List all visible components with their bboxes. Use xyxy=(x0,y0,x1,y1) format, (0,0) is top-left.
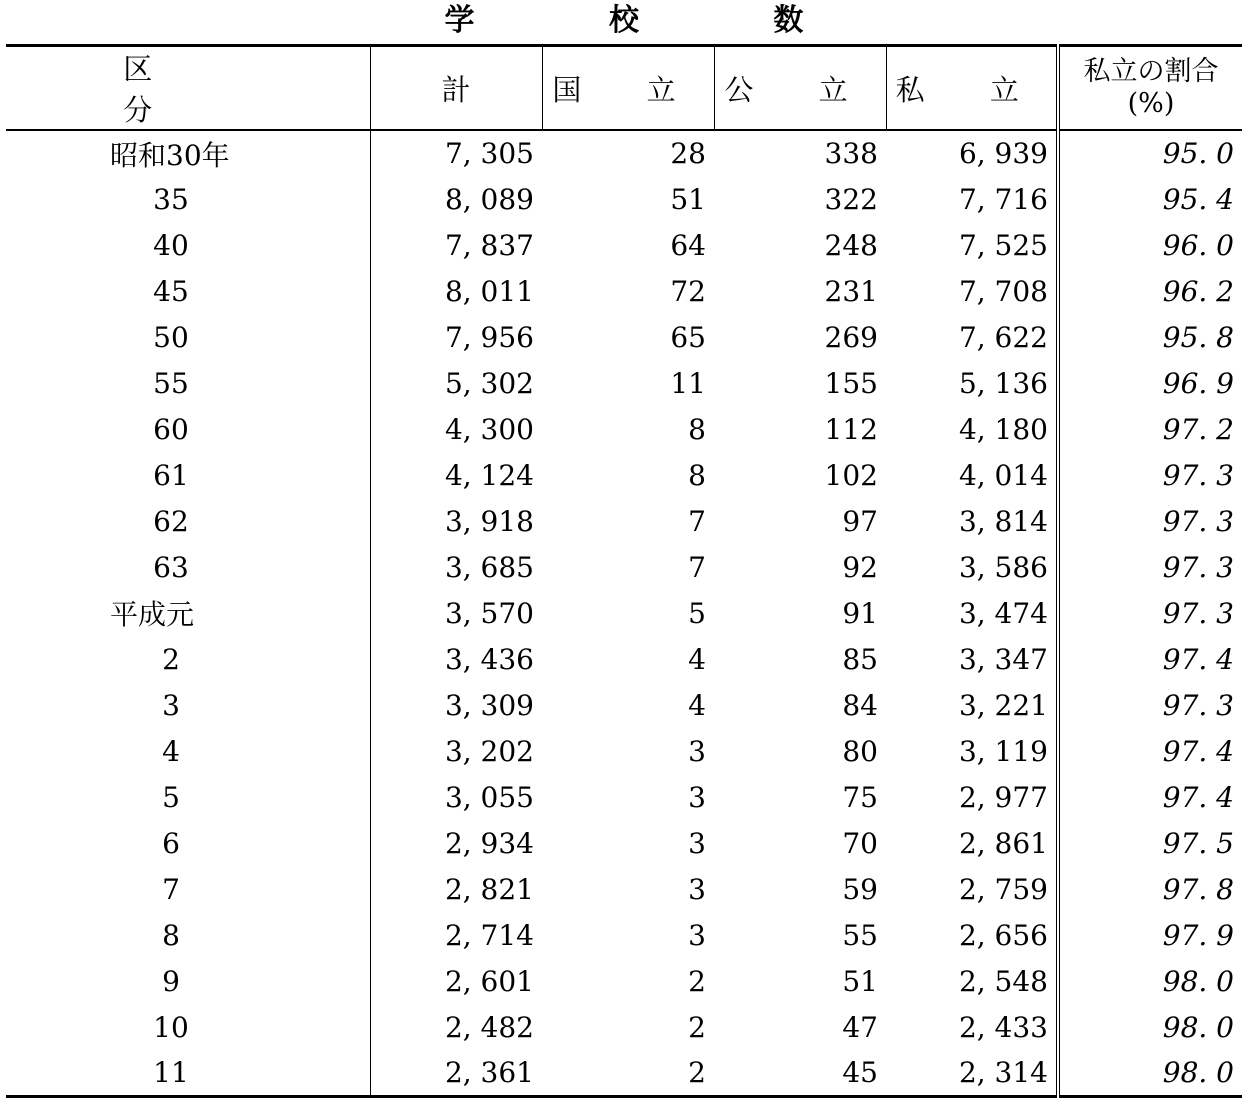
cell-total: 7, 956 xyxy=(444,320,534,354)
row-label-text: 45 xyxy=(153,274,189,308)
row-label xyxy=(6,912,370,958)
table-body xyxy=(6,130,1242,1096)
cell-private: 2, 656 xyxy=(886,912,1058,958)
cell-national: 7 xyxy=(688,504,706,538)
cell-public: 269 xyxy=(824,320,878,354)
cell-public: 97 xyxy=(842,504,878,538)
cell-ratio: 97. 8 xyxy=(1162,872,1234,906)
header-ratio-line1: 私立の割合 xyxy=(1083,56,1219,87)
cell-private: 2, 759 xyxy=(886,866,1058,912)
cell-private: 3, 586 xyxy=(886,544,1058,590)
cell-private: 7, 525 xyxy=(886,222,1058,268)
cell-ratio: 97. 3 xyxy=(1162,596,1234,630)
row-label-text: 2 xyxy=(162,642,180,676)
cell-total: 2, 482 xyxy=(444,1010,534,1044)
table-row xyxy=(6,912,1242,958)
row-label xyxy=(6,958,370,1004)
row-label xyxy=(6,636,370,682)
table-row xyxy=(6,130,1242,176)
row-label xyxy=(6,314,370,360)
cell-private: 2, 314 xyxy=(886,1050,1058,1096)
table-row xyxy=(6,544,1242,590)
cell-national: 5 xyxy=(688,596,706,630)
cell-public: 51 xyxy=(842,964,878,998)
row-label xyxy=(6,820,370,866)
cell-total: 8, 089 xyxy=(444,182,534,216)
table-row xyxy=(6,268,1242,314)
cell-ratio: 97. 4 xyxy=(1162,734,1234,768)
cell-private: 3, 814 xyxy=(886,498,1058,544)
cell-private: 3, 119 xyxy=(886,728,1058,774)
table-row xyxy=(6,452,1242,498)
table-row xyxy=(6,820,1242,866)
cell-private: 4, 180 xyxy=(886,406,1058,452)
row-label xyxy=(6,774,370,820)
cell-total: 3, 918 xyxy=(444,504,534,538)
cell-public: 84 xyxy=(842,688,878,722)
cell-public: 248 xyxy=(824,228,878,262)
cell-ratio: 98. 0 xyxy=(1162,964,1234,998)
table-row xyxy=(6,1004,1242,1050)
row-label-text: 60 xyxy=(153,412,189,446)
school-count-table xyxy=(6,44,1242,1098)
cell-ratio: 97. 4 xyxy=(1162,642,1234,676)
cell-private: 2, 861 xyxy=(886,820,1058,866)
cell-total: 3, 202 xyxy=(444,734,534,768)
cell-national: 72 xyxy=(670,274,706,308)
row-label-text: 35 xyxy=(153,182,189,216)
row-label xyxy=(6,406,370,452)
cell-total: 7, 305 xyxy=(444,137,534,170)
row-label-text: 10 xyxy=(153,1010,189,1044)
header-ratio-line2: (%) xyxy=(1127,88,1175,119)
row-label-text: 6 xyxy=(162,826,180,860)
cell-ratio: 96. 0 xyxy=(1162,228,1234,262)
header-public: 公 立 xyxy=(714,46,886,131)
cell-private: 4, 014 xyxy=(886,452,1058,498)
cell-ratio: 97. 3 xyxy=(1162,458,1234,492)
cell-total: 2, 361 xyxy=(370,1050,542,1096)
row-label-text: 5 xyxy=(162,780,180,814)
cell-total: 8, 011 xyxy=(444,274,534,308)
cell-national: 65 xyxy=(670,320,706,354)
cell-private: 3, 347 xyxy=(886,636,1058,682)
row-label-text: 50 xyxy=(153,320,189,354)
cell-private: 2, 977 xyxy=(886,774,1058,820)
cell-total: 4, 300 xyxy=(444,412,534,446)
cell-public: 45 xyxy=(714,1050,886,1096)
cell-national: 3 xyxy=(688,780,706,814)
row-label-text: 7 xyxy=(162,872,180,906)
cell-national: 3 xyxy=(688,872,706,906)
cell-total: 7, 837 xyxy=(444,228,534,262)
cell-public: 47 xyxy=(842,1010,878,1044)
cell-public: 102 xyxy=(824,458,878,492)
cell-national: 3 xyxy=(688,734,706,768)
table-row xyxy=(6,1050,1242,1096)
row-label-text: 55 xyxy=(153,366,189,400)
header-national: 国 立 xyxy=(542,46,714,131)
row-label-text: 61 xyxy=(153,458,189,492)
cell-national: 2 xyxy=(688,1010,706,1044)
cell-total: 3, 055 xyxy=(444,780,534,814)
table-row xyxy=(6,314,1242,360)
cell-national: 4 xyxy=(688,642,706,676)
cell-national: 3 xyxy=(688,826,706,860)
table-title: 学 校 数 xyxy=(444,3,866,38)
cell-national: 8 xyxy=(688,412,706,446)
table-row xyxy=(6,498,1242,544)
row-label xyxy=(6,176,370,222)
cell-private: 6, 939 xyxy=(886,130,1058,176)
cell-national: 2 xyxy=(542,1050,714,1096)
cell-national: 3 xyxy=(688,918,706,952)
cell-private: 7, 716 xyxy=(886,176,1058,222)
table-row xyxy=(6,176,1242,222)
table-row xyxy=(6,774,1242,820)
cell-national: 28 xyxy=(670,137,706,170)
cell-total: 3, 436 xyxy=(444,642,534,676)
header-private: 私 立 xyxy=(886,46,1058,131)
cell-public: 55 xyxy=(842,918,878,952)
table-row xyxy=(6,682,1242,728)
cell-national: 4 xyxy=(688,688,706,722)
row-label xyxy=(6,1050,370,1096)
row-label-text: 62 xyxy=(153,504,189,538)
cell-total: 5, 302 xyxy=(444,366,534,400)
cell-public: 59 xyxy=(842,872,878,906)
cell-total: 3, 685 xyxy=(444,550,534,584)
cell-total: 2, 821 xyxy=(444,872,534,906)
row-label-text: 4 xyxy=(162,734,180,768)
cell-public: 231 xyxy=(824,274,878,308)
cell-total: 2, 601 xyxy=(444,964,534,998)
row-label-text: 40 xyxy=(153,228,189,262)
cell-ratio: 97. 3 xyxy=(1162,688,1234,722)
cell-private: 5, 136 xyxy=(886,360,1058,406)
header-row xyxy=(6,46,1242,131)
cell-private: 7, 708 xyxy=(886,268,1058,314)
cell-ratio: 98. 0 xyxy=(1058,1050,1242,1096)
row-label xyxy=(6,866,370,912)
cell-total: 2, 934 xyxy=(444,826,534,860)
cell-national: 11 xyxy=(670,366,706,400)
cell-total: 3, 570 xyxy=(444,596,534,630)
row-label xyxy=(6,728,370,774)
table-row xyxy=(6,866,1242,912)
table-row xyxy=(6,360,1242,406)
cell-public: 155 xyxy=(824,366,878,400)
row-label xyxy=(6,1004,370,1050)
cell-public: 70 xyxy=(842,826,878,860)
cell-ratio: 98. 0 xyxy=(1162,1010,1234,1044)
row-label-text: 3 xyxy=(162,688,180,722)
cell-ratio: 97. 9 xyxy=(1162,918,1234,952)
header-division: 区 分 xyxy=(6,46,370,131)
row-label-text: 平成元 xyxy=(110,598,195,631)
row-label xyxy=(6,130,370,176)
cell-ratio: 95. 4 xyxy=(1162,182,1234,216)
cell-ratio: 96. 9 xyxy=(1162,366,1234,400)
cell-ratio: 95. 0 xyxy=(1162,137,1234,170)
cell-national: 8 xyxy=(688,458,706,492)
table-row xyxy=(6,590,1242,636)
header-private-ratio xyxy=(1058,46,1242,131)
cell-public: 338 xyxy=(824,137,878,170)
row-label xyxy=(6,452,370,498)
row-label-text: 11 xyxy=(153,1055,189,1089)
row-label-text: 昭和30年 xyxy=(110,138,230,172)
cell-ratio: 97. 5 xyxy=(1162,826,1234,860)
table-row xyxy=(6,728,1242,774)
table-row xyxy=(6,636,1242,682)
cell-ratio: 95. 8 xyxy=(1162,320,1234,354)
cell-total: 3, 309 xyxy=(444,688,534,722)
header-total: 計 xyxy=(370,46,542,131)
cell-national: 64 xyxy=(670,228,706,262)
cell-public: 92 xyxy=(842,550,878,584)
cell-national: 51 xyxy=(670,182,706,216)
cell-ratio: 97. 3 xyxy=(1162,504,1234,538)
cell-total: 2, 714 xyxy=(444,918,534,952)
cell-total: 4, 124 xyxy=(444,458,534,492)
row-label xyxy=(6,222,370,268)
row-label xyxy=(6,682,370,728)
cell-private: 3, 474 xyxy=(886,590,1058,636)
cell-public: 75 xyxy=(842,780,878,814)
cell-private: 2, 548 xyxy=(886,958,1058,1004)
cell-ratio: 97. 3 xyxy=(1162,550,1234,584)
table-row xyxy=(6,222,1242,268)
cell-ratio: 97. 2 xyxy=(1162,412,1234,446)
row-label xyxy=(6,544,370,590)
cell-public: 85 xyxy=(842,642,878,676)
cell-public: 91 xyxy=(842,596,878,630)
cell-private: 3, 221 xyxy=(886,682,1058,728)
table-row xyxy=(6,958,1242,1004)
row-label-text: 63 xyxy=(153,550,189,584)
row-label xyxy=(6,590,370,636)
row-label xyxy=(6,360,370,406)
row-label xyxy=(6,268,370,314)
row-label-text: 8 xyxy=(162,918,180,952)
cell-private: 7, 622 xyxy=(886,314,1058,360)
cell-national: 2 xyxy=(688,964,706,998)
cell-ratio: 97. 4 xyxy=(1162,780,1234,814)
cell-public: 112 xyxy=(824,412,878,446)
cell-ratio: 96. 2 xyxy=(1162,274,1234,308)
row-label xyxy=(6,498,370,544)
cell-public: 322 xyxy=(824,182,878,216)
row-label-text: 9 xyxy=(162,964,180,998)
cell-public: 80 xyxy=(842,734,878,768)
cell-national: 7 xyxy=(688,550,706,584)
cell-private: 2, 433 xyxy=(886,1004,1058,1050)
table-row xyxy=(6,406,1242,452)
